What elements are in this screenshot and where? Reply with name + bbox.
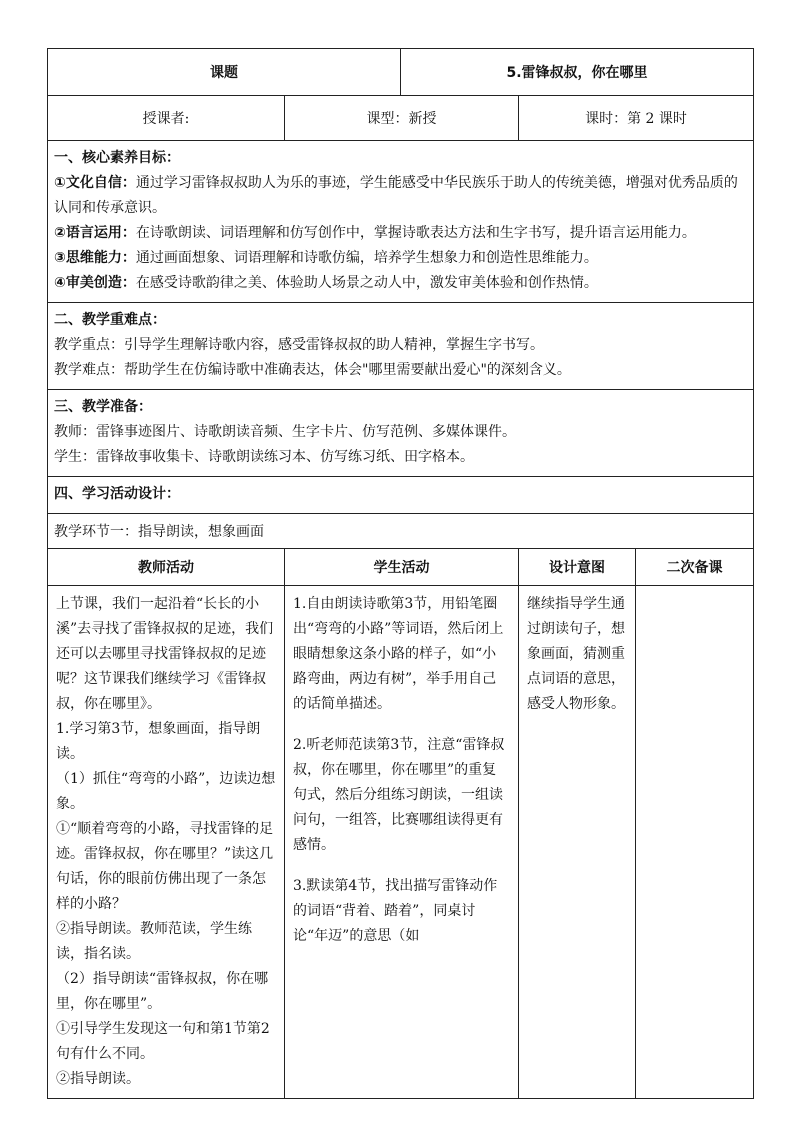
teacher-activity-para: （2）指导朗读“雷锋叔叔，你在哪里，你在哪里”。 — [56, 971, 269, 1012]
teacher-activity-para: ②指导朗读。 — [56, 1071, 140, 1087]
keypoints-section — [48, 303, 754, 390]
keypoints-title: 二、教学重难点： — [54, 312, 166, 328]
topic-value: 5.雷锋叔叔，你在哪里 — [401, 49, 754, 96]
teacher-field: 授课者: — [48, 96, 285, 141]
topic-label: 课题 — [48, 49, 401, 96]
col-design-intent: 设计意图 — [519, 549, 636, 586]
keypoints-row — [48, 303, 754, 390]
student-activity-para: 1.自由朗读诗歌第3节，用铅笔圈出“弯弯的小路”等词语，然后闭上眼睛想象这条小路的样子，如“小路弯曲，两边有树”，举手用自己的话简单描述。 — [293, 596, 504, 712]
col-teacher-activity: 教师活动 — [48, 549, 285, 586]
teacher-activity-para: （1）抓住“弯弯的小路”，边读边想象。 — [56, 771, 276, 812]
teacher-activity-para: ①“顺着弯弯的小路，寻找雷锋的足迹。雷锋叔叔，你在哪里？”读这几句话，你的眼前仿佛出现了一条怎样的小路？ — [56, 821, 274, 912]
second-prep-cell — [636, 586, 754, 1099]
prep-row — [48, 390, 754, 477]
lesson-type: 课型：新授 — [285, 96, 519, 141]
key-point: 教学重点：引导学生理解诗歌内容，感受雷锋叔叔的助人精神，掌握生字书写。 — [54, 337, 544, 353]
goal-label: ②语言运用： — [54, 225, 136, 241]
prep-title: 三、教学准备： — [54, 399, 152, 415]
teaching-stage: 教学环节一：指导朗读，想象画面 — [48, 514, 754, 549]
goals-row — [48, 141, 754, 303]
teacher-activity-para: ②指导朗读。教师范读，学生练读，指名读。 — [56, 921, 252, 962]
goal-item — [54, 171, 747, 221]
goal-item — [54, 221, 747, 246]
column-header-row — [48, 549, 754, 586]
teacher-activity-para: 1.学习第3节，想象画面，指导朗读。 — [56, 721, 261, 762]
activity-title — [48, 477, 754, 514]
lesson-plan — [47, 48, 753, 1099]
activity-content-row — [48, 586, 754, 1099]
goal-item — [54, 246, 747, 271]
lesson-plan-table — [47, 48, 754, 1099]
col-second-prep: 二次备课 — [636, 549, 754, 586]
student-activity-cell — [285, 586, 519, 1099]
goal-text: 在诗歌朗读、词语理解和仿写创作中，掌握诗歌表达方法和生字书写，提升语言运用能力。 — [135, 225, 696, 241]
teacher-prep: 教师：雷锋事迹图片、诗歌朗读音频、生字卡片、仿写范例、多媒体课件。 — [54, 424, 516, 440]
student-activity-para: 2.听老师范读第3节，注意“雷锋叔叔，你在哪里，你在哪里”的重复句式，然后分组练习朗读，一组读问句，一组答，比赛哪组读得更有感情。 — [293, 737, 505, 853]
goal-text: 通过画面想象、词语理解和诗歌仿编，培养学生想象力和创造性思维能力。 — [135, 250, 598, 266]
student-activity-para: 3.默读第4节，找出描写雷锋动作的词语“背着、踏着”，同桌讨论“年迈”的意思（如 — [293, 878, 498, 944]
goal-item — [54, 271, 747, 296]
topic-row — [48, 49, 754, 96]
teacher-activity-para: ①引导学生发现这一句和第1节第2句有什么不同。 — [56, 1021, 270, 1062]
student-prep: 学生：雷锋故事收集卡、诗歌朗读练习本、仿写练习纸、田字格本。 — [54, 449, 474, 465]
goal-label: ④审美创造： — [54, 275, 136, 291]
goal-text: 在感受诗歌韵律之美、体验助人场景之动人中，激发审美体验和创作热情。 — [135, 275, 598, 291]
difficult-point: 教学难点：帮助学生在仿编诗歌中准确表达，体会"哪里需要献出爱心"的深刻含义。 — [54, 362, 571, 378]
lesson-hours: 课时：第 2 课时 — [519, 96, 754, 141]
goal-label: ③思维能力： — [54, 250, 136, 266]
col-student-activity: 学生活动 — [285, 549, 519, 586]
goal-text: 通过学习雷锋叔叔助人为乐的事迹，学生能感受中华民族乐于助人的传统美德，增强对优秀品质的认同和传承意识。 — [54, 175, 738, 216]
activity-heading: 四、学习活动设计： — [54, 486, 180, 502]
teacher-activity-para: 上节课，我们一起沿着“长长的小溪”去寻找了雷锋叔叔的足迹，我们还可以去哪里寻找雷锋叔叔的足迹呢？这节课我们继续学习《雷锋叔叔，你在哪里》。 — [56, 596, 274, 712]
goal-label: ①文化自信： — [54, 175, 136, 191]
activity-title-row — [48, 477, 754, 514]
stage-row — [48, 514, 754, 549]
meta-row — [48, 96, 754, 141]
prep-section — [48, 390, 754, 477]
goals-title: 一、核心素养目标： — [54, 150, 180, 166]
design-intent-cell: 继续指导学生通过朗读句子，想象画面，猜测重点词语的意思，感受人物形象。 — [519, 586, 636, 1099]
teacher-activity-cell — [48, 586, 285, 1099]
goals-section — [48, 141, 754, 303]
